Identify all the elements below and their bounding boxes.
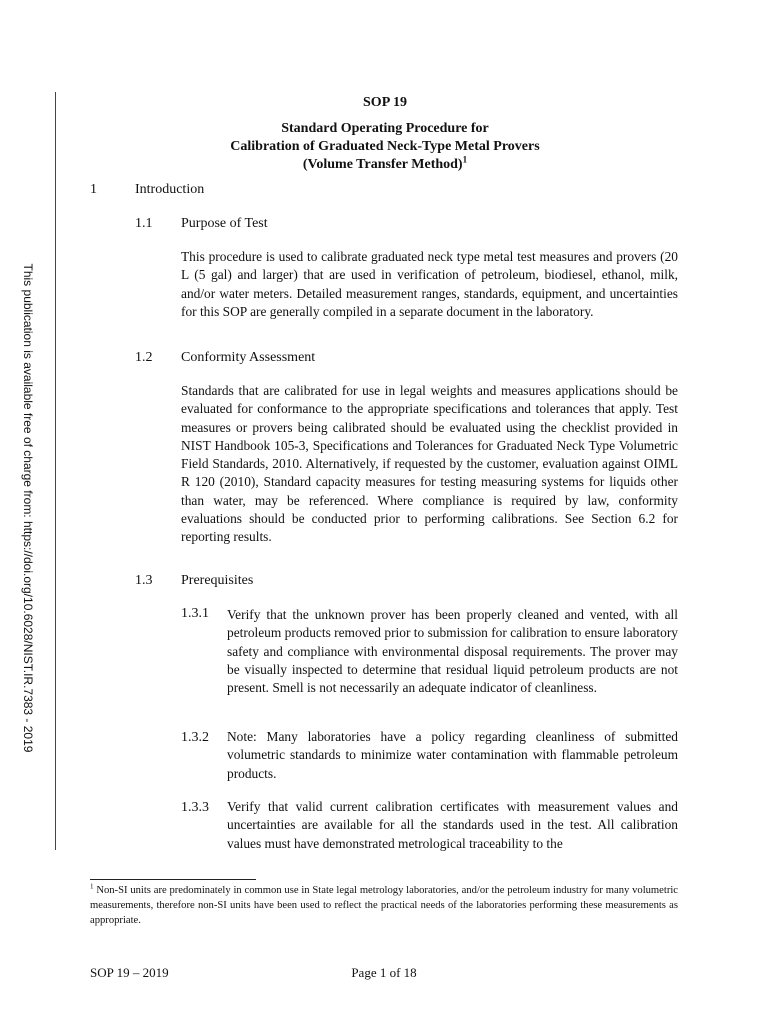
item-1-3-2-number: 1.3.2 (181, 730, 209, 745)
section-1-3-heading: Prerequisites (181, 573, 254, 588)
item-1-3-2-text: Note: Many laboratories have a policy regarding cleanliness of submitted volumetric standards to minimize water contamination with flammable petroleum products. (227, 729, 678, 781)
footer-page-number: Page 1 of 18 (351, 965, 417, 980)
sop-number: SOP 19 (363, 95, 407, 110)
item-1-3-3-text: Verify that valid current calibration certificates with measurement values and uncertainties are available for all the standards used in the test. All calibration values must have demonstrated metrological traceability to the (227, 799, 678, 851)
item-1-3-1-number: 1.3.1 (181, 606, 209, 621)
title-line-3-text: (Volume Transfer Method) (302, 157, 463, 172)
section-1-2-body: Standards that are calibrated for use in legal weights and measures applications should be evaluated for conformance to the appropriate specifications and tolerances that apply. Test measures or provers being calibrated should be evaluated using the checklist provided in NIST Handbook 105-3, Specifications and Tolerances for Graduated Neck Type Volumetric Field Standards, 2010. Alternatively, if requested by the customer, evaluation against OIML R 120 (2010), Standard capacity measures for testing measuring systems for liquids other than water, may be referenced. Where compliance is required by law, conformity evaluations should be conducted prior to performing calibrations. See Section 6.2 for reporting results. (181, 383, 678, 545)
section-1-2-number: 1.2 (135, 350, 153, 365)
title-footnote-mark: 1 (462, 154, 468, 165)
title-line-1: Standard Operating Procedure for (281, 121, 489, 136)
section-1-1-heading: Purpose of Test (181, 216, 268, 231)
section-1-1-number: 1.1 (135, 216, 153, 231)
item-1-3-3-number: 1.3.3 (181, 800, 209, 815)
footnote-text: Non-SI units are predominately in common use in State legal metrology laboratories, and/or the petroleum industry for many volumetric measurements, therefore non-SI units have been used to reflect the practical needs of the laboratories performing these measurements as appropriate. (90, 885, 678, 926)
title-line-2: Calibration of Graduated Neck-Type Metal Provers (230, 139, 540, 154)
section-1-2-heading: Conformity Assessment (181, 350, 316, 365)
item-1-3-1-text: Verify that the unknown prover has been properly cleaned and vented, with all petroleum products removed prior to submission for calibration to ensure laboratory safety and compliance with environmental disposal requirements. The prover may be visually inspected to determine that residual liquid petroleum products are not present. Smell is not necessarily an adequate indicator of cleanliness. (227, 607, 678, 696)
footnote-rule (90, 879, 256, 880)
section-1-number: 1 (90, 182, 97, 197)
section-1-1-body: This procedure is used to calibrate graduated neck type metal test measures and provers (20 L (5 gal) and larger) that are used in verification of petroleum, biodiesel, ethanol, milk, and/or water meters. Detailed measurement ranges, standards, equipment, and uncertainties for this SOP are generally compiled in a separate document in the laboratory. (181, 249, 678, 319)
footnote (90, 883, 678, 928)
section-1-heading: Introduction (135, 182, 205, 197)
availability-note: This publication is available free of charge from: https://doi.org/10.6028/NIST.IR.7383 - 2019 (21, 263, 35, 753)
footer-document-id: SOP 19 – 2019 (90, 965, 169, 980)
margin-rule (55, 92, 56, 850)
section-1-3-number: 1.3 (135, 573, 153, 588)
footnote-mark: 1 (90, 882, 94, 891)
title-line-3 (100, 154, 670, 173)
